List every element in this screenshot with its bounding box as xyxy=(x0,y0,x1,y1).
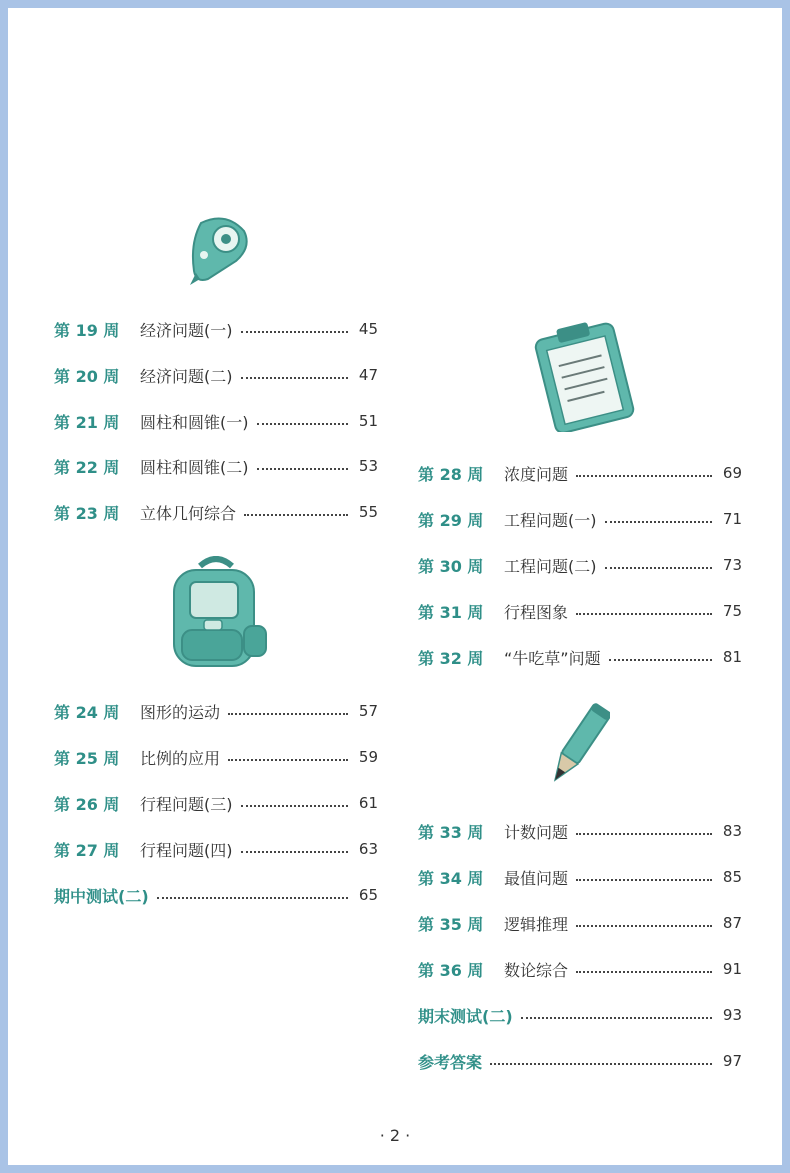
toc-page-number: 91 xyxy=(722,960,742,978)
toc-page-number: 69 xyxy=(722,464,742,482)
leader-dots xyxy=(241,851,349,853)
clipboard-icon xyxy=(530,320,640,432)
toc-page-number: 97 xyxy=(722,1052,742,1070)
toc-entry[interactable] xyxy=(418,816,742,846)
toc-entry[interactable] xyxy=(418,504,742,534)
leader-dots xyxy=(605,521,713,523)
leader-dots xyxy=(228,759,348,761)
toc-week: 第 22 周 xyxy=(54,457,120,477)
toc-entry[interactable] xyxy=(54,406,378,436)
leader-dots xyxy=(241,377,349,379)
toc-page xyxy=(8,8,782,1165)
toc-page-number: 53 xyxy=(358,457,378,475)
leader-dots xyxy=(576,475,712,477)
toc-entry[interactable] xyxy=(418,862,742,892)
toc-week: 第 28 周 xyxy=(418,464,484,484)
toc-entry[interactable] xyxy=(54,451,378,481)
toc-title: 计数问题 xyxy=(504,822,569,842)
toc-title: 经济问题(二) xyxy=(140,366,233,386)
leader-dots xyxy=(576,833,712,835)
toc-title: 圆柱和圆锥(二) xyxy=(140,457,249,477)
toc-entry[interactable] xyxy=(54,834,378,864)
toc-page-number: 73 xyxy=(722,556,742,574)
toc-page-number: 81 xyxy=(722,648,742,666)
toc-week: 第 35 周 xyxy=(418,914,484,934)
toc-title: 工程问题(一) xyxy=(504,510,597,530)
correction-tape-icon xyxy=(186,213,256,288)
toc-page-number: 93 xyxy=(722,1006,742,1024)
toc-entry[interactable] xyxy=(418,908,742,938)
toc-page-number: 75 xyxy=(722,602,742,620)
leader-dots xyxy=(257,468,349,470)
leader-dots xyxy=(490,1063,712,1065)
toc-entry[interactable] xyxy=(54,742,378,772)
toc-week: 第 25 周 xyxy=(54,748,120,768)
toc-entry[interactable] xyxy=(418,1000,742,1030)
toc-page-number: 45 xyxy=(358,320,378,338)
toc-week: 第 23 周 xyxy=(54,503,120,523)
toc-page-number: 61 xyxy=(358,794,378,812)
toc-entry[interactable] xyxy=(54,497,378,527)
toc-week: 第 26 周 xyxy=(54,794,120,814)
toc-week: 第 20 周 xyxy=(54,366,120,386)
toc-title: 最值问题 xyxy=(504,868,569,888)
leader-dots xyxy=(576,925,712,927)
toc-title: 圆柱和圆锥(一) xyxy=(140,412,249,432)
toc-entry[interactable] xyxy=(54,360,378,390)
leader-dots xyxy=(576,879,712,881)
toc-entry[interactable] xyxy=(418,954,742,984)
toc-title: 立体几何综合 xyxy=(140,503,237,523)
toc-entry[interactable] xyxy=(54,696,378,726)
toc-title: 比例的应用 xyxy=(140,748,221,768)
leader-dots xyxy=(605,567,713,569)
toc-week: 第 29 周 xyxy=(418,510,484,530)
toc-page-number: 59 xyxy=(358,748,378,766)
toc-entry[interactable] xyxy=(54,880,378,910)
toc-entry[interactable] xyxy=(418,550,742,580)
leader-dots xyxy=(241,331,349,333)
leader-dots xyxy=(228,713,348,715)
toc-title: 数论综合 xyxy=(504,960,569,980)
toc-week: 第 24 周 xyxy=(54,702,120,722)
toc-week: 第 33 周 xyxy=(418,822,484,842)
toc-week: 第 36 周 xyxy=(418,960,484,980)
toc-week: 第 27 周 xyxy=(54,840,120,860)
toc-title: 浓度问题 xyxy=(504,464,569,484)
toc-week: 第 31 周 xyxy=(418,602,484,622)
toc-page-number: 47 xyxy=(358,366,378,384)
toc-page-number: 57 xyxy=(358,702,378,720)
toc-title: 行程问题(三) xyxy=(140,794,233,814)
toc-page-number: 87 xyxy=(722,914,742,932)
toc-page-number: 51 xyxy=(358,412,378,430)
toc-week: 第 30 周 xyxy=(418,556,484,576)
backpack-icon xyxy=(160,556,272,674)
toc-title: 图形的运动 xyxy=(140,702,221,722)
toc-entry[interactable] xyxy=(418,1046,742,1076)
toc-week: 第 19 周 xyxy=(54,320,120,340)
leader-dots xyxy=(244,514,348,516)
page-number: · 2 · xyxy=(379,1126,411,1145)
toc-entry[interactable] xyxy=(418,596,742,626)
toc-page-number: 55 xyxy=(358,503,378,521)
leader-dots xyxy=(576,613,712,615)
toc-week: 参考答案 xyxy=(418,1052,483,1072)
toc-page-number: 71 xyxy=(722,510,742,528)
pencil-icon xyxy=(546,701,610,791)
toc-week: 第 34 周 xyxy=(418,868,484,888)
toc-page-number: 63 xyxy=(358,840,378,858)
leader-dots xyxy=(521,1017,712,1019)
leader-dots xyxy=(157,897,348,899)
leader-dots xyxy=(576,971,712,973)
toc-title: 行程问题(四) xyxy=(140,840,233,860)
toc-title: 行程图象 xyxy=(504,602,569,622)
leader-dots xyxy=(257,423,349,425)
toc-title: 工程问题(二) xyxy=(504,556,597,576)
leader-dots xyxy=(609,659,712,661)
toc-week: 第 21 周 xyxy=(54,412,120,432)
toc-page-number: 85 xyxy=(722,868,742,886)
toc-entry[interactable] xyxy=(54,314,378,344)
toc-title: “牛吃草”问题 xyxy=(504,648,601,668)
toc-page-number: 65 xyxy=(358,886,378,904)
toc-page-number: 83 xyxy=(722,822,742,840)
toc-title: 经济问题(一) xyxy=(140,320,233,340)
toc-entry[interactable] xyxy=(418,458,742,488)
toc-entry[interactable] xyxy=(54,788,378,818)
toc-week: 期中测试(二) xyxy=(54,886,149,906)
toc-entry[interactable] xyxy=(418,642,742,672)
toc-week: 期末测试(二) xyxy=(418,1006,513,1026)
leader-dots xyxy=(241,805,349,807)
toc-title: 逻辑推理 xyxy=(504,914,569,934)
toc-week: 第 32 周 xyxy=(418,648,484,668)
